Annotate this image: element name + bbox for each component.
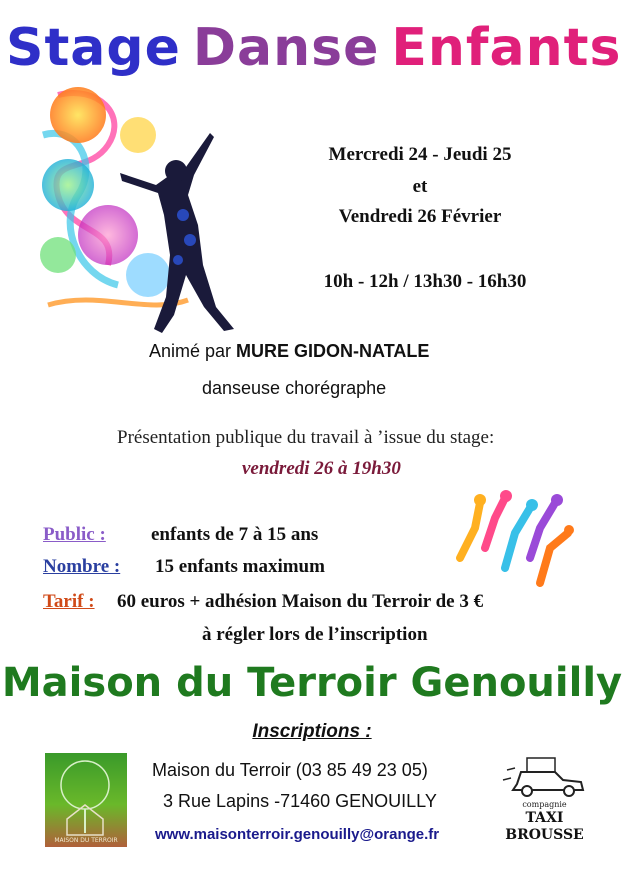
public-row [43, 524, 318, 546]
nombre-row [43, 556, 325, 578]
tarif-value: 60 euros + adhésion Maison du Terroir de 3 € [117, 591, 484, 612]
taxi-line-2: BROUSSE [505, 827, 584, 843]
tarif-row [43, 591, 483, 613]
animator-name: MURE GIDON-NATALE [236, 341, 430, 361]
maison-logo-text: MAISON DU TERROIR [54, 837, 118, 844]
tarif-label: Tarif : [43, 591, 95, 612]
presentation-date: vendredi 26 à 19h30 [242, 458, 401, 479]
inscriptions-line-2: 3 Rue Lapins -71460 GENOUILLY [163, 791, 437, 811]
inscriptions-line-1: Maison du Terroir (03 85 49 23 05) [152, 760, 428, 780]
nombre-value: 15 enfants maximum [155, 556, 325, 577]
title-word-enfants: Enfants [391, 18, 622, 78]
dancer-illustration [38, 75, 283, 335]
taxi-brousse-logo [497, 750, 592, 850]
presentation-text: Présentation publique du travail à ’issue du stage: [117, 427, 495, 448]
date-line-3: Vendredi 26 Février [338, 206, 502, 227]
public-label: Public : [43, 524, 106, 545]
hours: 10h - 12h / 13h30 - 16h30 [323, 271, 527, 292]
public-value: enfants de 7 à 15 ans [151, 524, 319, 545]
nombre-label: Nombre : [43, 556, 121, 577]
taxi-car-icon [497, 750, 592, 800]
animator-role: danseuse chorégraphe [202, 378, 387, 398]
maison-terroir-logo [45, 753, 127, 847]
dancing-kids-illustration [450, 488, 575, 588]
venue-name: Maison du Terroir Genouilly [1, 660, 623, 706]
taxi-small-text: compagnie [522, 800, 567, 809]
tarif-note: à régler lors de l’inscription [202, 624, 428, 645]
email-link[interactable]: www.maisonterroir.genouilly@orange.fr [155, 826, 440, 843]
page-title [0, 18, 624, 78]
title-word-danse: Danse [192, 18, 380, 78]
tree-house-icon [45, 753, 127, 847]
title-word-stage: Stage [6, 18, 181, 78]
taxi-line-1: TAXI [525, 810, 564, 826]
animator-prefix: Animé par [149, 341, 237, 361]
date-line-1: Mercredi 24 - Jeudi 25 [328, 144, 512, 165]
animator-line [149, 341, 429, 362]
inscriptions-heading: Inscriptions : [252, 721, 372, 742]
date-line-2: et [412, 176, 428, 197]
